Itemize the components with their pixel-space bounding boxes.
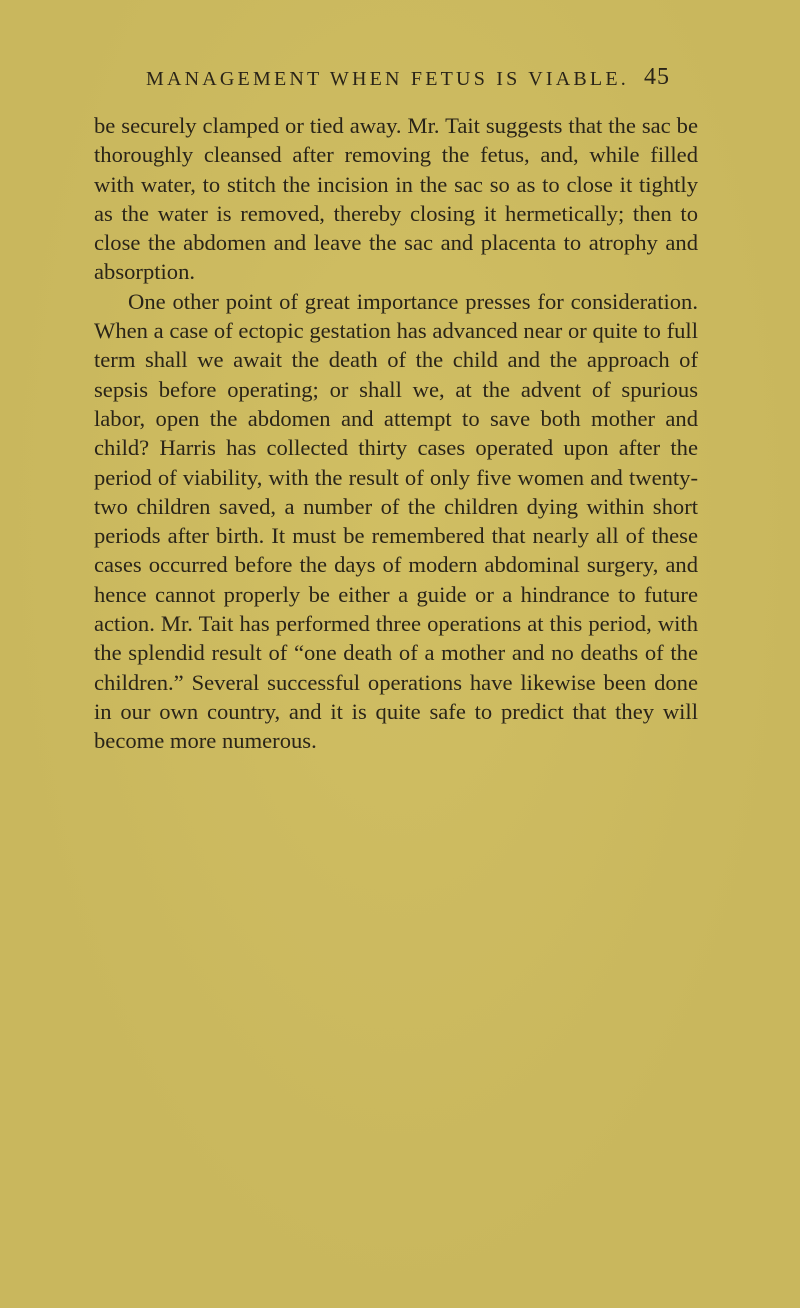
running-head [137,64,697,98]
page-number: 45 [644,64,670,90]
paragraph-continued: be securely clamped or tied away. Mr. Tait suggests that the sac be thoroughly cleansed after removing the fetus, and, while filled with water, to stitch the incision in the sac so as to close it tightly as the water is removed, thereby closing it hermetically; then to close the abdomen and leave the sac and placenta to atrophy and absorption. [94,113,698,285]
paragraph: One other point of great importance presses for consideration. When a case of ectopic gestation has advanced near or quite to full term shall we await the death of the child and the approach of sepsis before operating; or shall we, at the advent of spurious labor, open the abdomen and attempt to save both mother and child? Harris has collected thirty cases operated upon after the period of viability, with the result of only five women and twenty-two children saved, a number of the children dying within short periods after birth. It must be remembered that nearly all of these cases occurred before the days of modern abdominal surgery, and hence cannot properly be either a guide or a hindrance to future action. Mr. Tait has performed three operations at this period, with the splendid result of “one death of a mother and no deaths of the children.” Several successful operations have likewise been done in our own country, and it is quite safe to predict that they will become more numerous. [94,288,698,754]
running-title: MANAGEMENT WHEN FETUS IS VIABLE. [146,68,629,90]
body-text [94,111,698,756]
